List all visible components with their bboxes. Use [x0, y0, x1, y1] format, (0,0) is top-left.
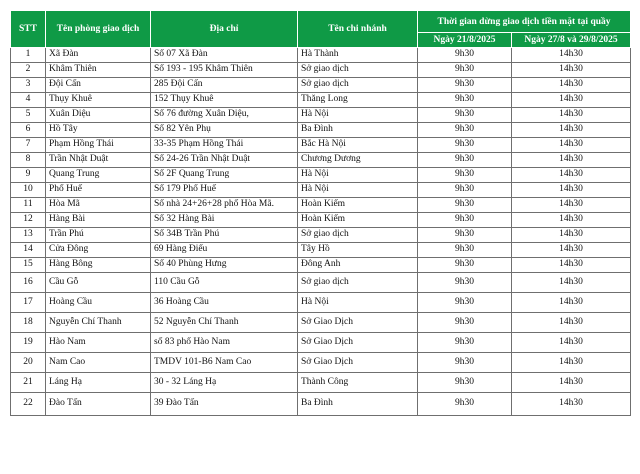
cell-stt: 22	[11, 393, 46, 416]
cell-time-2: 14h30	[512, 78, 631, 93]
cell-time-2: 14h30	[512, 243, 631, 258]
cell-time-1: 9h30	[418, 153, 512, 168]
cell-time-1: 9h30	[418, 48, 512, 63]
cell-branch-office: Quang Trung	[46, 168, 151, 183]
cell-stt: 16	[11, 273, 46, 293]
cell-time-2: 14h30	[512, 108, 631, 123]
cell-address: 285 Đội Cấn	[151, 78, 298, 93]
cell-address: 69 Hàng Điếu	[151, 243, 298, 258]
cell-branch-office: Hòa Mã	[46, 198, 151, 213]
cell-time-2: 14h30	[512, 228, 631, 243]
cell-branch: Đông Anh	[298, 258, 418, 273]
cell-time-2: 14h30	[512, 168, 631, 183]
cell-stt: 10	[11, 183, 46, 198]
cell-address: 52 Nguyễn Chí Thanh	[151, 313, 298, 333]
cell-branch-office: Thụy Khuê	[46, 93, 151, 108]
table-row	[11, 108, 631, 123]
header-date-2: Ngày 27/8 và 29/8/2025	[512, 33, 631, 48]
table-row	[11, 333, 631, 353]
cell-stt: 15	[11, 258, 46, 273]
cell-time-2: 14h30	[512, 293, 631, 313]
cell-time-1: 9h30	[418, 273, 512, 293]
cell-time-1: 9h30	[418, 138, 512, 153]
cell-time-1: 9h30	[418, 183, 512, 198]
cell-branch-office: Phạm Hồng Thái	[46, 138, 151, 153]
cell-time-1: 9h30	[418, 168, 512, 183]
cell-branch: Hoàn Kiếm	[298, 198, 418, 213]
cell-time-2: 14h30	[512, 138, 631, 153]
table-row	[11, 313, 631, 333]
cell-address: 33-35 Phạm Hồng Thái	[151, 138, 298, 153]
header-branch-office: Tên phòng giao dịch	[46, 11, 151, 48]
cell-branch: Hà Nội	[298, 108, 418, 123]
cell-stt: 7	[11, 138, 46, 153]
cell-branch-office: Hào Nam	[46, 333, 151, 353]
cell-branch-office: Đào Tấn	[46, 393, 151, 416]
cell-branch: Sở Giao Dịch	[298, 313, 418, 333]
cell-branch-office: Láng Hạ	[46, 373, 151, 393]
cell-stt: 6	[11, 123, 46, 138]
cell-branch-office: Phố Huế	[46, 183, 151, 198]
cell-address: Số 40 Phùng Hưng	[151, 258, 298, 273]
cell-address: Số 32 Hàng Bài	[151, 213, 298, 228]
table-row	[11, 183, 631, 198]
cell-branch-office: Xã Đàn	[46, 48, 151, 63]
table-header	[11, 11, 631, 48]
cell-time-2: 14h30	[512, 333, 631, 353]
cell-branch-office: Trần Nhật Duật	[46, 153, 151, 168]
cell-branch-office: Nguyễn Chí Thanh	[46, 313, 151, 333]
cell-time-1: 9h30	[418, 293, 512, 313]
cell-time-2: 14h30	[512, 213, 631, 228]
schedule-sheet	[10, 10, 630, 416]
cell-time-2: 14h30	[512, 353, 631, 373]
cell-time-1: 9h30	[418, 243, 512, 258]
cell-branch: Sở Giao Dịch	[298, 353, 418, 373]
cell-branch-office: Nam Cao	[46, 353, 151, 373]
table-row	[11, 293, 631, 313]
cell-address: Số 24-26 Trần Nhật Duật	[151, 153, 298, 168]
cell-branch-office: Cầu Gỗ	[46, 273, 151, 293]
table-row	[11, 168, 631, 183]
cell-time-1: 9h30	[418, 393, 512, 416]
cell-time-1: 9h30	[418, 258, 512, 273]
table-row	[11, 373, 631, 393]
cell-time-2: 14h30	[512, 273, 631, 293]
table-row	[11, 138, 631, 153]
cell-branch: Hà Nội	[298, 183, 418, 198]
cell-branch: Thành Công	[298, 373, 418, 393]
cell-time-2: 14h30	[512, 63, 631, 78]
cell-stt: 4	[11, 93, 46, 108]
cell-branch: Bắc Hà Nội	[298, 138, 418, 153]
cell-time-1: 9h30	[418, 228, 512, 243]
cell-time-2: 14h30	[512, 183, 631, 198]
header-stt: STT	[11, 11, 46, 48]
cell-address: Số 34B Trần Phú	[151, 228, 298, 243]
header-suspension-time: Thời gian dừng giao dịch tiền mặt tại quầy	[418, 11, 631, 33]
table-row	[11, 273, 631, 293]
cell-time-2: 14h30	[512, 198, 631, 213]
table-row	[11, 393, 631, 416]
cell-address: Số 179 Phố Huế	[151, 183, 298, 198]
cell-time-2: 14h30	[512, 393, 631, 416]
cell-branch: Hà Nội	[298, 168, 418, 183]
header-date-1: Ngày 21/8/2025	[418, 33, 512, 48]
cell-branch-office: Hoàng Cầu	[46, 293, 151, 313]
cell-address: 110 Cầu Gỗ	[151, 273, 298, 293]
cell-time-1: 9h30	[418, 123, 512, 138]
table-row	[11, 198, 631, 213]
table-row	[11, 228, 631, 243]
table-row	[11, 153, 631, 168]
table-row	[11, 243, 631, 258]
header-address: Địa chỉ	[151, 11, 298, 48]
cell-branch-office: Hàng Bông	[46, 258, 151, 273]
cell-stt: 19	[11, 333, 46, 353]
cell-branch-office: Xuân Diệu	[46, 108, 151, 123]
cell-time-1: 9h30	[418, 313, 512, 333]
table-row	[11, 93, 631, 108]
cell-address: Số 2F Quang Trung	[151, 168, 298, 183]
cell-branch: Sở giao dịch	[298, 78, 418, 93]
cell-stt: 17	[11, 293, 46, 313]
table-body	[11, 48, 631, 416]
cell-branch: Sở giao dịch	[298, 228, 418, 243]
cell-stt: 13	[11, 228, 46, 243]
cell-branch-office: Trần Phú	[46, 228, 151, 243]
cell-address: TMDV 101-B6 Nam Cao	[151, 353, 298, 373]
cell-branch: Sở giao dịch	[298, 63, 418, 78]
cell-time-2: 14h30	[512, 93, 631, 108]
cell-stt: 18	[11, 313, 46, 333]
cell-address: Số 193 - 195 Khâm Thiên	[151, 63, 298, 78]
cell-branch: Hà Nội	[298, 293, 418, 313]
cell-branch: Thăng Long	[298, 93, 418, 108]
cell-address: Số 82 Yên Phụ	[151, 123, 298, 138]
cell-address: Số 07 Xã Đàn	[151, 48, 298, 63]
suspension-schedule-table	[10, 10, 631, 416]
cell-branch: Sở Giao Dịch	[298, 333, 418, 353]
table-row	[11, 63, 631, 78]
cell-time-1: 9h30	[418, 213, 512, 228]
cell-time-2: 14h30	[512, 313, 631, 333]
cell-branch: Ba Đình	[298, 393, 418, 416]
cell-branch-office: Đội Cấn	[46, 78, 151, 93]
cell-branch: Tây Hồ	[298, 243, 418, 258]
cell-address: Số 76 đường Xuân Diệu,	[151, 108, 298, 123]
cell-stt: 8	[11, 153, 46, 168]
cell-branch-office: Hồ Tây	[46, 123, 151, 138]
table-row	[11, 78, 631, 93]
table-row	[11, 123, 631, 138]
cell-time-1: 9h30	[418, 63, 512, 78]
cell-stt: 5	[11, 108, 46, 123]
cell-stt: 20	[11, 353, 46, 373]
cell-time-1: 9h30	[418, 353, 512, 373]
table-row	[11, 353, 631, 373]
cell-time-2: 14h30	[512, 123, 631, 138]
cell-stt: 2	[11, 63, 46, 78]
cell-time-2: 14h30	[512, 48, 631, 63]
cell-address: 152 Thụy Khuê	[151, 93, 298, 108]
cell-stt: 1	[11, 48, 46, 63]
cell-address: 39 Đào Tấn	[151, 393, 298, 416]
table-row	[11, 48, 631, 63]
cell-time-1: 9h30	[418, 373, 512, 393]
cell-branch-office: Khâm Thiên	[46, 63, 151, 78]
cell-stt: 12	[11, 213, 46, 228]
table-row	[11, 213, 631, 228]
cell-time-1: 9h30	[418, 333, 512, 353]
cell-address: Số nhà 24+26+28 phố Hòa Mã.	[151, 198, 298, 213]
cell-time-1: 9h30	[418, 198, 512, 213]
cell-time-1: 9h30	[418, 108, 512, 123]
cell-branch: Hoàn Kiếm	[298, 213, 418, 228]
cell-address: 36 Hoàng Cầu	[151, 293, 298, 313]
table-row	[11, 258, 631, 273]
cell-branch: Ba Đình	[298, 123, 418, 138]
cell-time-1: 9h30	[418, 78, 512, 93]
cell-stt: 21	[11, 373, 46, 393]
cell-branch-office: Hàng Bài	[46, 213, 151, 228]
header-branch: Tên chi nhánh	[298, 11, 418, 48]
cell-branch: Hà Thành	[298, 48, 418, 63]
cell-stt: 11	[11, 198, 46, 213]
cell-branch: Sở giao dịch	[298, 273, 418, 293]
cell-address: 30 - 32 Láng Hạ	[151, 373, 298, 393]
cell-address: số 83 phố Hào Nam	[151, 333, 298, 353]
cell-branch-office: Cửa Đông	[46, 243, 151, 258]
cell-time-2: 14h30	[512, 373, 631, 393]
cell-time-1: 9h30	[418, 93, 512, 108]
cell-stt: 9	[11, 168, 46, 183]
cell-time-2: 14h30	[512, 153, 631, 168]
cell-branch: Chương Dương	[298, 153, 418, 168]
cell-stt: 3	[11, 78, 46, 93]
cell-stt: 14	[11, 243, 46, 258]
cell-time-2: 14h30	[512, 258, 631, 273]
